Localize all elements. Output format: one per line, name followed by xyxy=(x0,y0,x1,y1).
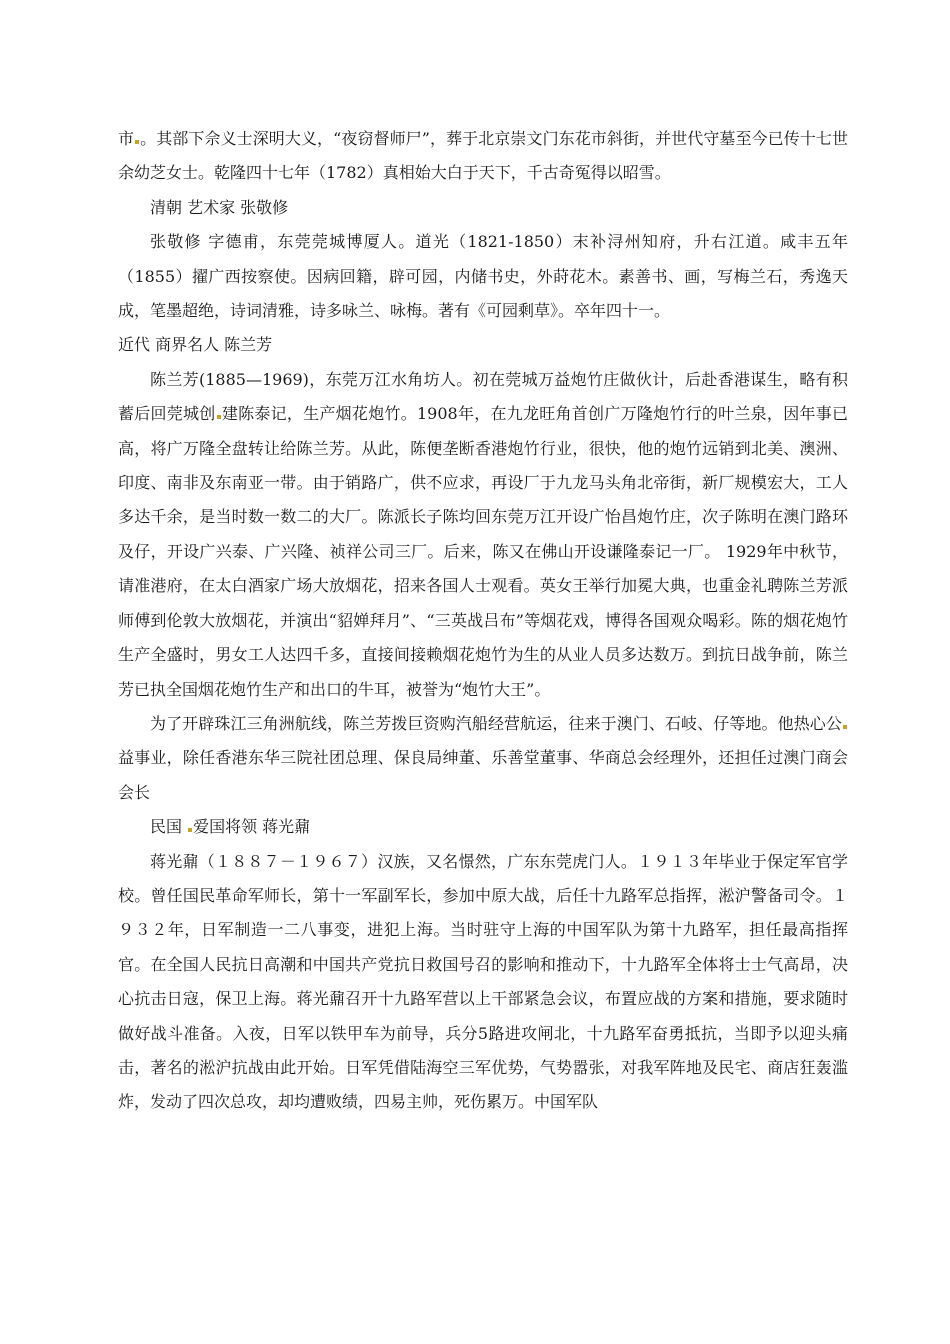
paragraph-1-text: 。其部下佘义士深明大义，“夜窃督师尸”，葬于北京崇文门东花市斜街，并世代守墓至今已传十七世余幼芝女士。乾隆四十七年（1782）真相始大白于天下，千古奇冤得以昭雪。 xyxy=(118,129,848,183)
paragraph-chen-lanfang-1-start: 陈兰芳(1885—1969)，东莞万江水角坊人。初在莞城万益炮竹庄做伙计，后赴香港谋生，略有积蓄后回莞城创 xyxy=(118,369,848,424)
paragraph-1 xyxy=(118,122,848,191)
paragraph-zhang-jingxiu: 张敬修 字德甫，东莞莞城博厦人。道光（1821-1850）末补浔州知府，升右江道。咸丰五年（1855）擢广西按察使。因病回籍，辟可园，内储书史，外莳花木。素善书、画，写梅兰石，秀逸天成，笔墨超绝，诗词清雅，诗多咏兰、咏梅。著有《可园剩草》。卒年四十一。 xyxy=(118,232,848,321)
paragraph-1-start: 市 xyxy=(118,129,135,148)
marker-dot xyxy=(188,828,192,832)
paragraph-chen-lanfang-2-start: 为了开辟珠江三角洲航线，陈兰芳拨巨资购汽船经营航运，往来于澳门、石岐、仔等地。他热心公 xyxy=(150,713,842,733)
document-body xyxy=(118,122,848,1120)
section-heading-chen-lanfang: 近代 商界名人 陈兰芳 xyxy=(118,335,273,355)
marker-dot xyxy=(217,415,221,419)
section-heading-jiang-guangnai xyxy=(118,810,848,844)
section-heading-zhang-jingxiu: 清朝 艺术家 张敬修 xyxy=(150,197,289,217)
paragraph-chen-lanfang-2-text: 益事业，除任香港东华三院社团总理、保良局绅董、乐善堂董事、华商总会经理外，还担任过澳门商会会长 xyxy=(118,748,848,802)
paragraph-chen-lanfang-1-text: 建陈泰记，生产烟花炮竹。1908年，在九龙旺角首创广万隆炮竹行的叶兰泉，因年事已高，将广万隆全盘转让给陈兰芳。从此，陈便垄断香港炮竹行业，很快，他的炮竹远销到北美、澳洲、印度、南非及东南亚一带。由于销路广，供不应求，再设厂于九龙马头角北帝街，新厂规模宏大，工人多达千余，是当时数一数二的大厂。陈派长子陈均回东莞万江开设广怡昌炮竹庄，次子陈明在澳门路环及仔，开设广兴泰、广兴隆、祯祥公司三厂。后来，陈又在佛山开设谦隆泰记一厂。 1929年中秋节，请准港府，在太白酒家广场大放烟花，招来各国人士观看。英女王举行加冕大典，也重金礼聘陈兰芳派师傅到伦敦大放烟花，并演出“貂婵拜月”、“三英战吕布”等烟花戏，博得各国观众喝彩。陈的烟花炮竹生产全盛时，男女工人达四千多，直接间接赖烟花炮竹为生的从业人员多达数万。到抗日战争前，陈兰芳已执全国烟花炮竹生产和出口的牛耳，被誉为“炮竹大王”。 xyxy=(118,404,848,699)
section-heading-jiang-guangnai-start: 民国 xyxy=(150,817,188,837)
marker-dot xyxy=(135,140,139,144)
paragraph-jiang-guangnai: 蒋光鼐（１８８７－１９６７）汉族，又名憬然，广东东莞虎门人。１９１３年毕业于保定军官学校。曾任国民革命军师长，第十一军副军长，参加中原大战，后任十九路军总指挥，淞沪警备司令。１９３２年，日军制造一二八事变，进犯上海。当时驻守上海的中国军队为第十九路军，担任最高指挥官。在全国人民抗日高潮和中国共产党抗日救国号召的影响和推动下，十九路军全体将士士气高昂，决心抗击日寇，保卫上海。蒋光鼐召开十九路军营以上干部紧急会议，布置应战的方案和措施，要求随时做好战斗准备。入夜，日军以铁甲车为前导，兵分5路进攻闸北，十九路军奋勇抵抗，当即予以迎头痛击，著名的淞沪抗战由此开始。日军凭借陆海空三军优势，气势嚣张，对我军阵地及民宅、商店狂轰滥炸，发动了四次总攻，却均遭败绩，四易主帅，死伤累万。中国军队 xyxy=(118,851,848,1112)
marker-dot xyxy=(843,725,847,729)
section-heading-jiang-guangnai-text: 爱国将领 蒋光鼐 xyxy=(193,817,311,837)
paragraph-chen-lanfang-1 xyxy=(118,363,848,707)
paragraph-chen-lanfang-2 xyxy=(118,707,848,810)
